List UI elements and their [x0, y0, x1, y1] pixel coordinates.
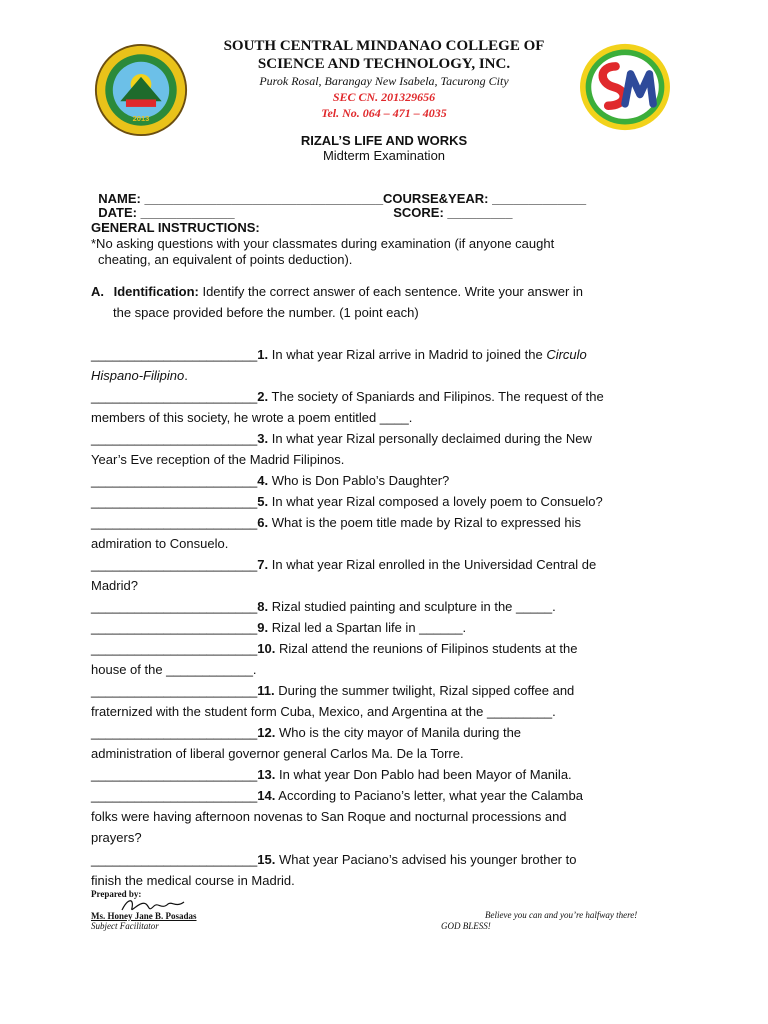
- answer-blank[interactable]: _______________________: [91, 515, 258, 530]
- preparer-name: Ms. Honey Jane B. Posadas: [91, 911, 197, 921]
- school-address: Purok Rosal, Barangay New Isabela, Tacurong City: [259, 74, 509, 88]
- question-text-cont: members of this society, he wrote a poem entitled ____.: [91, 410, 413, 425]
- question-item: [91, 470, 691, 491]
- answer-blank[interactable]: _______________________: [91, 599, 258, 614]
- question-number: 3.: [257, 431, 269, 446]
- answer-blank[interactable]: _______________________: [91, 494, 258, 509]
- question-italic: Hispano-Filipino: [91, 368, 185, 383]
- question-text: Rizal led a Spartan life in ______.: [268, 620, 467, 635]
- answer-blank[interactable]: _______________________: [91, 683, 258, 698]
- course-year-blank[interactable]: _____________: [488, 191, 587, 206]
- question-number: 12.: [257, 725, 276, 740]
- question-text: According to Paciano’s letter, what year the Calamba: [275, 788, 583, 803]
- question-item: [91, 680, 691, 722]
- score-label: SCORE:: [393, 205, 444, 220]
- date-label-cell: [91, 190, 235, 220]
- question-text: During the summer twilight, Rizal sipped coffee and: [274, 683, 575, 698]
- date-label: DATE:: [98, 205, 137, 220]
- question-text: In what year Rizal composed a lovely poem to Consuelo?: [268, 494, 603, 509]
- question-number: 13.: [257, 767, 276, 782]
- section-a-label: Identification:: [113, 284, 199, 299]
- question-text-cont: house of the ____________.: [91, 662, 257, 677]
- question-text: In what year Rizal enrolled in the Universidad Central de: [268, 557, 597, 572]
- preparer-role: Subject Facilitator: [91, 921, 159, 931]
- question-number: 9.: [257, 620, 269, 635]
- name-label: NAME:: [98, 191, 141, 206]
- question-text: What year Paciano’s advised his younger brother to: [275, 852, 577, 867]
- school-name-line2: SCIENCE AND TECHNOLOGY, INC.: [257, 56, 511, 72]
- question-item: [91, 596, 691, 617]
- question-number: 14.: [257, 788, 276, 803]
- answer-blank[interactable]: _______________________: [91, 347, 258, 362]
- answer-blank[interactable]: _______________________: [91, 725, 258, 740]
- answer-blank[interactable]: _______________________: [91, 389, 258, 404]
- section-a-text2: the space provided before the number. (1 point each): [113, 305, 419, 320]
- question-text-cont: admiration to Consuelo.: [91, 536, 229, 551]
- prepared-by-label: Prepared by:: [91, 889, 142, 899]
- question-item: [91, 722, 691, 764]
- exam-type: Midterm Examination: [322, 148, 446, 163]
- question-text-cont: Madrid?: [91, 578, 138, 593]
- question-item: [91, 554, 691, 596]
- section-a-text: Identify the correct answer of each sentence. Write your answer in: [198, 284, 584, 299]
- question-text: In what year Don Pablo had been Mayor of Manila.: [275, 767, 572, 782]
- answer-blank[interactable]: _______________________: [91, 557, 258, 572]
- score-label-cell: [386, 190, 512, 220]
- seal-year: 2013: [132, 114, 150, 124]
- school-name-line1: SOUTH CENTRAL MINDANAO COLLEGE OF: [223, 38, 545, 54]
- question-number: 5.: [257, 494, 269, 509]
- instructions-heading: GENERAL INSTRUCTIONS:: [91, 220, 260, 235]
- question-item: [91, 764, 691, 785]
- question-text: In what year Rizal arrive in Madrid to joined the: [268, 347, 547, 362]
- question-item: [91, 849, 691, 891]
- question-number: 4.: [257, 473, 269, 488]
- question-text: Rizal studied painting and sculpture in the _____.: [268, 599, 556, 614]
- question-text: Rizal attend the reunions of Filipinos students at the: [275, 641, 578, 656]
- question-text-tail: .: [184, 368, 188, 383]
- question-number: 6.: [257, 515, 269, 530]
- question-text: Who is Don Pablo’s Daughter?: [268, 473, 450, 488]
- question-text: Who is the city mayor of Manila during the: [275, 725, 522, 740]
- question-item: [91, 344, 691, 386]
- question-text-cont: administration of liberal governor general Carlos Ma. De la Torre.: [91, 746, 464, 761]
- question-text: In what year Rizal personally declaimed during the New: [268, 431, 592, 446]
- question-text-cont: finish the medical course in Madrid.: [91, 873, 295, 888]
- question-number: 15.: [257, 852, 276, 867]
- question-item: [91, 386, 691, 428]
- answer-blank[interactable]: _______________________: [91, 620, 258, 635]
- answer-blank[interactable]: _______________________: [91, 788, 258, 803]
- instructions-line1: *No asking questions with your classmates during examination (if anyone caught: [91, 236, 555, 251]
- answer-blank[interactable]: _______________________: [91, 473, 258, 488]
- question-number: 8.: [257, 599, 269, 614]
- telephone-number: Tel. No. 064 – 471 – 4035: [321, 106, 447, 120]
- motto: Believe you can and you’re halfway there!: [485, 910, 638, 920]
- question-text-cont: folks were having afternoon novenas to San Roque and nocturnal processions and: [91, 809, 567, 824]
- question-text: What is the poem title made by Rizal to expressed his: [268, 515, 582, 530]
- question-number: 2.: [257, 389, 269, 404]
- course-year-label: COURSE&YEAR:: [383, 191, 489, 206]
- instructions-line2: cheating, an equivalent of points deduction).: [98, 252, 353, 267]
- question-item: [91, 785, 691, 848]
- question-item: [91, 638, 691, 680]
- score-blank[interactable]: _________: [443, 205, 513, 220]
- question-item: [91, 512, 691, 554]
- answer-blank[interactable]: _______________________: [91, 767, 258, 782]
- section-a-letter: A.: [91, 284, 104, 299]
- name-blank[interactable]: _________________________________: [140, 191, 384, 206]
- question-item: [91, 428, 691, 470]
- question-text-cont: Year’s Eve reception of the Madrid Filipinos.: [91, 452, 345, 467]
- date-blank[interactable]: _____________: [137, 205, 235, 220]
- question-item: [91, 491, 691, 512]
- question-number: 1.: [257, 347, 269, 362]
- question-number: 11.: [257, 683, 275, 698]
- section-a-header: [91, 284, 583, 299]
- question-number: 7.: [257, 557, 269, 572]
- answer-blank[interactable]: _______________________: [91, 641, 258, 656]
- question-number: 10.: [257, 641, 276, 656]
- exam-subject: RIZAL’S LIFE AND WORKS: [300, 133, 468, 148]
- question-text: The society of Spaniards and Filipinos. The request of the: [268, 389, 604, 404]
- question-text-cont: fraternized with the student form Cuba, Mexico, and Argentina at the _________.: [91, 704, 556, 719]
- question-item: [91, 617, 691, 638]
- answer-blank[interactable]: _______________________: [91, 431, 258, 446]
- question-text-cont: prayers?: [91, 830, 142, 845]
- question-italic: Circulo: [546, 347, 587, 362]
- sec-number: SEC CN. 201329656: [332, 90, 436, 104]
- god-bless: GOD BLESS!: [441, 921, 491, 931]
- answer-blank[interactable]: _______________________: [91, 852, 258, 867]
